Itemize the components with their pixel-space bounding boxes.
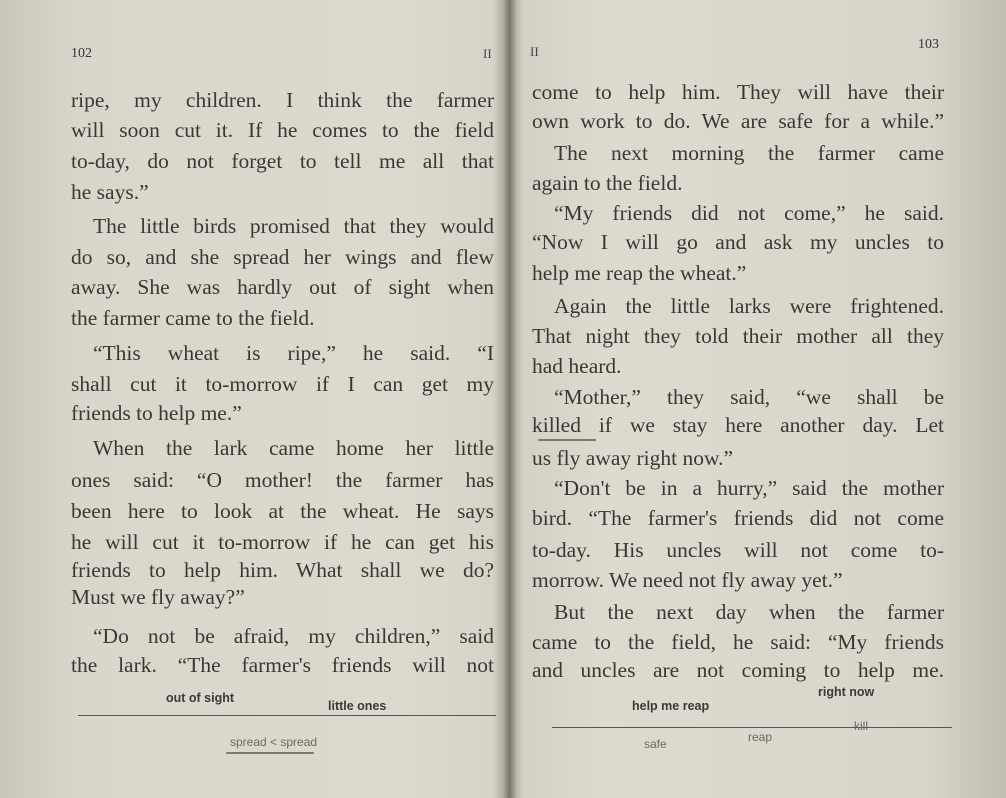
text-line: the lark. “The farmer's friends will not [71, 653, 494, 677]
text-line: But the next day when the farmer [554, 600, 944, 624]
text-line: came to the field, he said: “My friends [532, 630, 944, 654]
text-line: come to help him. They will have their [532, 80, 944, 104]
text-line: killed if we stay here another day. Let [532, 413, 944, 437]
text-line: he will cut it to-morrow if he can get his [71, 530, 494, 554]
text-line: The next morning the farmer came [554, 141, 944, 165]
text-line: friends to help me.” [71, 401, 242, 425]
text-line: “Mother,” they said, “we shall be [554, 385, 944, 409]
text-line: to-day, do not forget to tell me all that [71, 149, 494, 173]
text-line: That night they told their mother all they [532, 324, 944, 348]
text-line: to-day. His uncles will not come to- [532, 538, 944, 562]
pencil-note: reap [748, 730, 773, 744]
text-line: morrow. We need not fly away yet.” [532, 568, 843, 592]
text-line: “This wheat is ripe,” he said. “I [93, 341, 494, 365]
text-line: friends to help him. What shall we do? [71, 558, 494, 582]
text-line: had heard. [532, 354, 622, 378]
running-head-left: II [483, 46, 492, 61]
text-line: and uncles are not coming to help me. [532, 658, 944, 682]
text-line: will soon cut it. If he comes to the field [71, 118, 494, 142]
vocab-term: little ones [328, 699, 387, 713]
text-line: own work to do. We are safe for a while.” [532, 109, 944, 133]
vocab-rule [552, 727, 952, 728]
pencil-note: safe [644, 737, 667, 751]
running-head-right: II [530, 44, 539, 59]
text-line: do so, and she spread her wings and flew [71, 245, 494, 269]
text-line: “Do not be afraid, my children,” said [93, 624, 494, 648]
text-line: When the lark came home her little [93, 436, 494, 460]
text-line: us fly away right now.” [532, 446, 734, 470]
text-line: again to the field. [532, 171, 683, 195]
pencil-underline [538, 439, 596, 441]
text-line: the farmer came to the field. [71, 306, 315, 330]
text-line: Must we fly away?” [71, 585, 245, 609]
text-line: been here to look at the wheat. He says [71, 499, 494, 523]
text-line: Again the little larks were frightened. [554, 294, 944, 318]
pencil-note: spread < spread [230, 735, 318, 749]
right-page [512, 0, 1006, 798]
text-line: ripe, my children. I think the farmer [71, 88, 494, 112]
text-line: away. She was hardly out of sight when [71, 275, 494, 299]
text-line: he says.” [71, 180, 149, 204]
text-line: The little birds promised that they would [93, 214, 494, 238]
pencil-note: kill [854, 719, 868, 733]
vocab-rule [78, 715, 496, 716]
text-line: “My friends did not come,” he said. [554, 201, 944, 225]
pencil-underline [226, 752, 314, 754]
text-line: “Now I will go and ask my uncles to [532, 230, 944, 254]
vocab-term: right now [818, 685, 875, 699]
text-line: help me reap the wheat.” [532, 261, 747, 285]
vocab-term: out of sight [166, 691, 235, 705]
page-number-left: 102 [71, 46, 92, 61]
text-line: shall cut it to-morrow if I can get my [71, 372, 494, 396]
text-line: bird. “The farmer's friends did not come [532, 506, 944, 530]
text-line: “Don't be in a hurry,” said the mother [554, 476, 944, 500]
text-line: ones said: “O mother! the farmer has [71, 468, 494, 492]
page-number-right: 103 [918, 37, 939, 52]
vocab-term: help me reap [632, 699, 710, 713]
